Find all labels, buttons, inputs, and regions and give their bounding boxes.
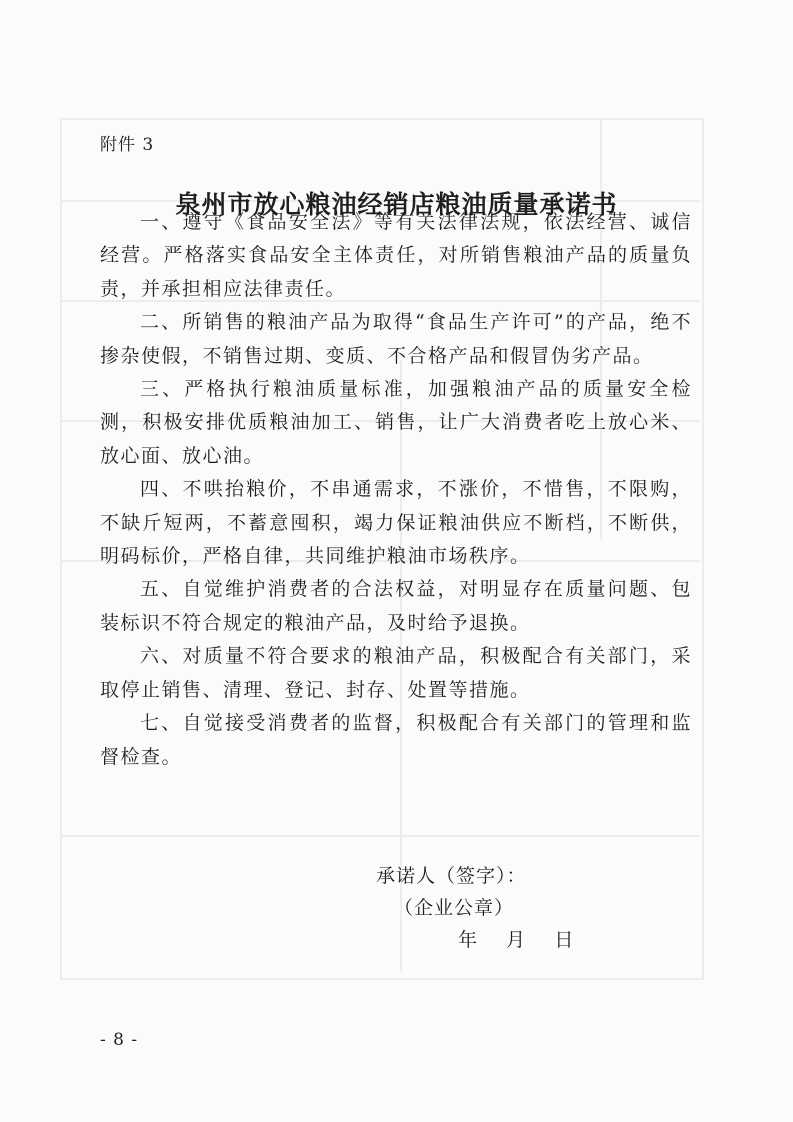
commitment-paragraph: 五、自觉维护消费者的合法权益，对明显存在质量问题、包装标识不符合规定的粮油产品，及时给予退换。 xyxy=(100,578,692,634)
company-seal-label: （企业公章） xyxy=(394,897,515,919)
commitment-paragraph: 四、不哄抬粮价，不串通需求，不涨价，不惜售，不限购，不缺斤短两，不蓄意囤积，竭力保证粮油供应不断档，不断供，明码标价，严格自律，共同维护粮油市场秩序。 xyxy=(100,478,692,568)
attachment-label: 附件 3 xyxy=(100,135,155,155)
page-number: - 8 - xyxy=(100,1030,139,1050)
commitment-paragraph: 六、对质量不符合要求的粮油产品，积极配合有关部门，采取停止销售、清理、登记、封存、处置等措施。 xyxy=(100,645,692,701)
commitment-paragraph: 二、所销售的粮油产品为取得“食品生产许可”的产品，绝不掺杂使假，不销售过期、变质、不合格产品和假冒伪劣产品。 xyxy=(100,311,692,367)
signature-block xyxy=(376,860,574,956)
commitment-paragraph: 一、遵守《食品安全法》等有关法律法规，依法经营、诚信经营。严格落实食品安全主体责任，对所销售粮油产品的质量负责，并承担相应法律责任。 xyxy=(100,211,692,300)
document-title: 泉州市放心粮油经销店粮油质量承诺书 xyxy=(175,189,618,219)
bleed-through-line xyxy=(60,835,700,837)
date-label: 年 月 日 xyxy=(458,929,575,951)
commitment-body xyxy=(100,206,692,774)
commitment-paragraph: 七、自觉接受消费者的监督，积极配合有关部门的管理和监督检查。 xyxy=(100,712,692,768)
commitment-paragraph: 三、严格执行粮油质量标准，加强粮油产品的质量安全检测，积极安排优质粮油加工、销售，让广大消费者吃上放心米、放心面、放心油。 xyxy=(100,378,692,467)
signer-label: 承诺人（签字）： xyxy=(376,865,527,887)
